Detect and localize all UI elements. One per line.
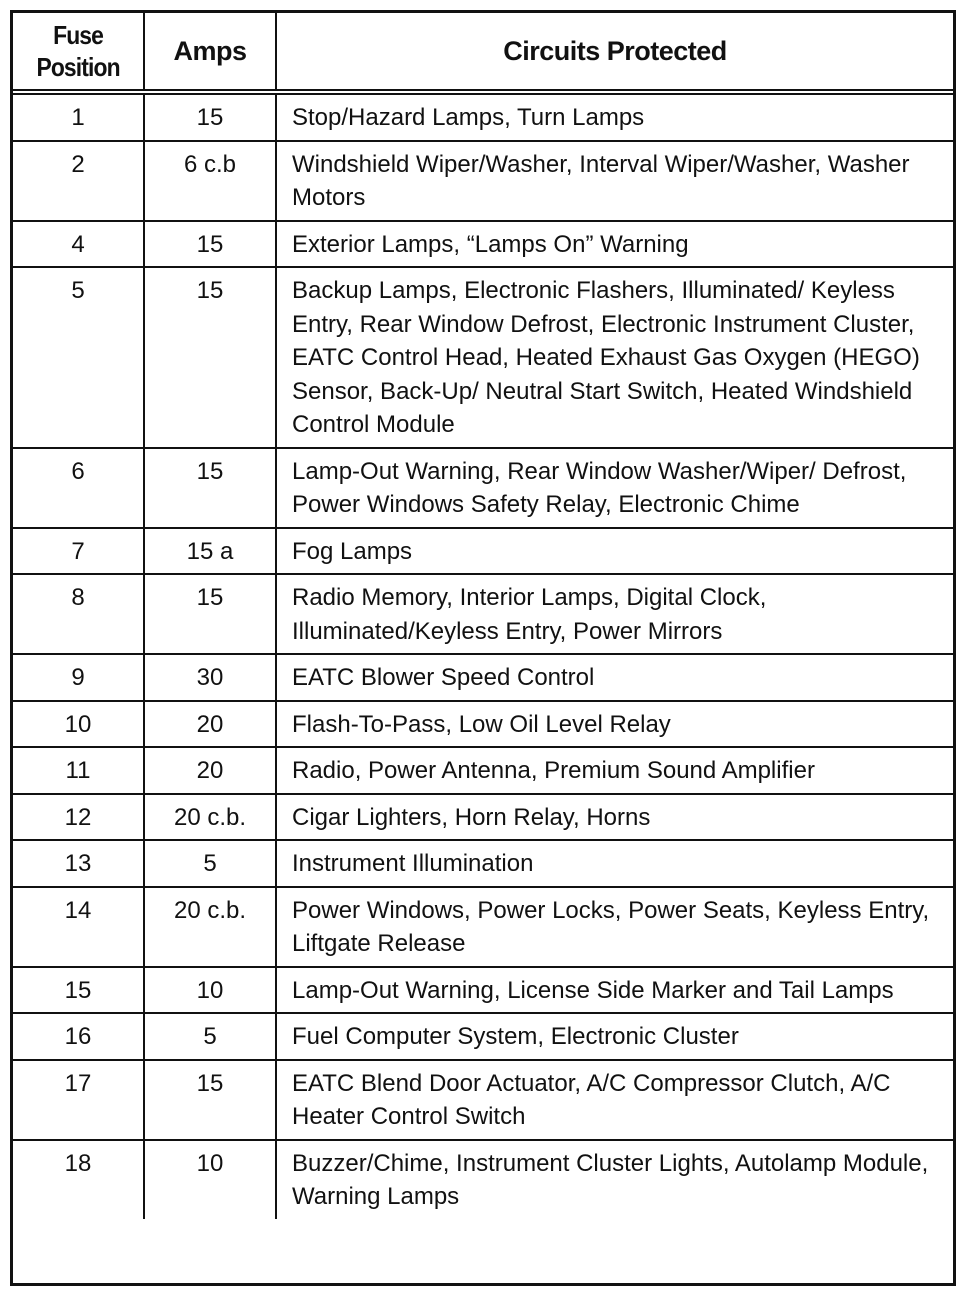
table-row	[13, 1060, 953, 1140]
amps-cell: 15	[144, 448, 276, 528]
fuse-position-cell: 18	[13, 1140, 144, 1219]
table-body	[13, 92, 953, 1219]
amps-cell: 5	[144, 840, 276, 887]
amps-cell: 20	[144, 701, 276, 748]
table-row	[13, 92, 953, 141]
amps-cell: 20 c.b.	[144, 887, 276, 967]
circuits-cell: Flash-To-Pass, Low Oil Level Relay	[276, 701, 953, 748]
fuse-position-cell: 10	[13, 701, 144, 748]
amps-cell: 20 c.b.	[144, 794, 276, 841]
fuse-position-cell: 9	[13, 654, 144, 701]
circuits-cell: Fuel Computer System, Electronic Cluster	[276, 1013, 953, 1060]
circuits-cell: Backup Lamps, Electronic Flashers, Illuminated/ Keyless Entry, Rear Window Defrost, Electronic Instrument Cluster, EATC Control Head, Heated Exhaust Gas Oxygen (HEGO) Sensor, Back-Up/ Neutral Start Switch, Heated Windshield Control Module	[276, 267, 953, 448]
circuits-cell: EATC Blower Speed Control	[276, 654, 953, 701]
circuits-cell: Radio Memory, Interior Lamps, Digital Clock, Illuminated/Keyless Entry, Power Mirrors	[276, 574, 953, 654]
table-row	[13, 574, 953, 654]
table-row	[13, 1013, 953, 1060]
table-row	[13, 141, 953, 221]
circuits-cell: Exterior Lamps, “Lamps On” Warning	[276, 221, 953, 268]
table-row	[13, 1140, 953, 1219]
fuse-position-cell: 8	[13, 574, 144, 654]
circuits-cell: Lamp-Out Warning, License Side Marker and Tail Lamps	[276, 967, 953, 1014]
table-row	[13, 267, 953, 448]
fuse-position-cell: 15	[13, 967, 144, 1014]
circuits-cell: EATC Blend Door Actuator, A/C Compressor Clutch, A/C Heater Control Switch	[276, 1060, 953, 1140]
circuits-cell: Stop/Hazard Lamps, Turn Lamps	[276, 92, 953, 141]
table-row	[13, 887, 953, 967]
amps-cell: 15	[144, 267, 276, 448]
amps-cell: 15 a	[144, 528, 276, 575]
fuse-position-cell: 16	[13, 1013, 144, 1060]
fuse-chart	[10, 10, 956, 1286]
amps-cell: 10	[144, 967, 276, 1014]
circuits-cell: Radio, Power Antenna, Premium Sound Amplifier	[276, 747, 953, 794]
fuse-position-cell: 12	[13, 794, 144, 841]
table-row	[13, 747, 953, 794]
circuits-cell: Buzzer/Chime, Instrument Cluster Lights, Autolamp Module, Warning Lamps	[292, 1149, 929, 1210]
amps-cell: 15	[144, 92, 276, 141]
table-header	[13, 13, 953, 92]
circuits-cell: Cigar Lighters, Horn Relay, Horns	[276, 794, 953, 841]
table-row	[13, 221, 953, 268]
amps-cell: 15	[144, 221, 276, 268]
circuits-cell: Instrument Illumination	[276, 840, 953, 887]
table-row	[13, 701, 953, 748]
amps-cell: 20	[144, 747, 276, 794]
header-amps: Amps	[144, 13, 276, 92]
amps-cell: 15	[144, 574, 276, 654]
table-row	[13, 654, 953, 701]
fuse-position-cell: 1	[13, 92, 144, 141]
table-row	[13, 967, 953, 1014]
amps-cell: 6 c.b	[144, 141, 276, 221]
circuits-cell: Fog Lamps	[276, 528, 953, 575]
fuse-table	[13, 13, 953, 1219]
table-row	[13, 840, 953, 887]
circuits-cell: Lamp-Out Warning, Rear Window Washer/Wiper/ Defrost, Power Windows Safety Relay, Electronic Chime	[276, 448, 953, 528]
table-row	[13, 794, 953, 841]
fuse-position-cell: 14	[13, 887, 144, 967]
fuse-position-cell: 11	[13, 747, 144, 794]
table-row	[13, 528, 953, 575]
header-fuse-position: Fuse Position	[21, 13, 136, 92]
fuse-position-cell: 2	[13, 141, 144, 221]
fuse-position-cell: 17	[13, 1060, 144, 1140]
fuse-position-cell: 5	[13, 267, 144, 448]
circuits-cell: Windshield Wiper/Washer, Interval Wiper/Washer, Washer Motors	[276, 141, 953, 221]
fuse-position-cell: 4	[13, 221, 144, 268]
amps-cell: 30	[144, 654, 276, 701]
fuse-position-cell: 7	[13, 528, 144, 575]
amps-cell: 15	[144, 1060, 276, 1140]
fuse-position-cell: 13	[13, 840, 144, 887]
circuits-cell: Power Windows, Power Locks, Power Seats, Keyless Entry, Liftgate Release	[276, 887, 953, 967]
amps-cell: 5	[144, 1013, 276, 1060]
fuse-position-cell: 6	[13, 448, 144, 528]
table-row	[13, 448, 953, 528]
header-circuits-protected: Circuits Protected	[276, 13, 953, 92]
amps-cell: 10	[144, 1140, 276, 1219]
